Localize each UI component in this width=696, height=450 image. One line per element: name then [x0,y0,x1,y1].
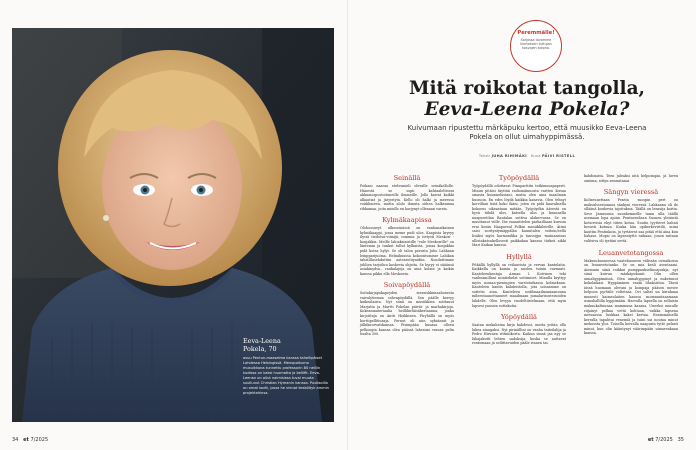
right-page [348,0,696,450]
article-lead: Kuivumaan ripustettu märkäpuku kertoo, että muusikko Eeva-Leena Pokela on ollut uimahyppimässä. [407,124,647,141]
folio-right-number: 35 [677,437,684,443]
section [584,188,678,243]
section-body: Poikani naaraa etelesmieli olevalle seinäkellolle. Hänestä se sopii kahtaaleltiseni akkuaiospostoituneille ilmmeille. Jollo kaivat kaikki alkaatiat ja järjestyin. Kello oli halki ja meressa voiiklimeen, mutta alolo ihmuta siihen halkeamaa ribkamaa, joita mindlo en korjynyt ollenaan varsin. [360,184,454,211]
series-badge [510,20,562,72]
section [360,174,454,211]
section-heading: Leuanvetotangossa [598,248,664,257]
folio-left-issue: 7/2025 [30,437,49,443]
section-heading: Kylmäkaapissa [382,216,432,225]
badge-text: Sarjassa tavamme kiertoksen tuttujan kasvojen kotona. [520,38,552,51]
section [360,281,454,336]
section-body: Maksuuhuoneessa vaatehuoneen välissän ovisaikossa on leuanvetotanko. Se on mia kesli asentaami. Aiemmin siinä roikkui pumppaukselinoajuskja, nyt siinä kuivuu märkäpukunit. Olin ollen uimahyppimässä. Olen uimahyppinyt ja nuketunut kokolaikasi. Hyppäminen vaatii lihaksistoa. Tässä iässä huomaan olevani ja kompaja pääsen mesee helpoon pyrtäile voltetsaa. Ovi saltat un karakaaa munesti kaimeolaiten kanssa suomnantaaamaan usmahallilla hyppimään. Harvalla lapsella on sellaista makuukaltuunaa mammuna kanssa. Uneeksi minulle riijainyt pelkaa vettä kohtaan, vaikka lapsena metsaassa luokkaa kakei kertaa. Ensimmäisellä kerralla tapahtui venemiä ja isäni sai noutaa minut mekossta ylos. Toisella kerralla naapurin tyttö pelasti minut, kun olin kääntynyt väärimpään uimarenkaan kanssa. [584,258,678,336]
folio-left-number: 34 [12,437,19,443]
section-body: Koliseunettaan Pentin -mospin pert on maksulssestonnoa sänkyni vieressä. Lahkanna oli de olläänä kouhevia tajoituksia. Täällä on lenssija kortia. Seve Jamssonin suunhemnelle tamn ulla täällä asemaan lopa apina. Pentneroilaan Suonen yleisintä kotiorvisia ehyt tiiten kotua. Suutin tyytteret hahnii kovasti kotuun. Koska hän opikerkevirtilä, mimi kauttin Pentinkoin, ja tyrtärrnt saa pitää että aina kun hahaus. Mopsi on lapsentyttö raikaan, jonon raitaan valitsiva oli tyrtäni sevtä. [584,198,678,244]
photo-caption [243,338,331,396]
credit-text-author: JUHA RIHIMÄKI [491,154,527,158]
article-column-3 [584,174,678,341]
caption-name-line1: Eeva-Leena [243,337,281,345]
caption-name [243,338,331,353]
badge-title: Peremmälle! [517,30,555,36]
headline-line1: Mitä roikotat tangolla, [408,78,645,99]
section-heading: Yöpöydällä [501,313,537,322]
section-body: Pitkällä hyllyllä on reilaavista ja vervan kantelaita. Kaikkella on kumin ja nuoleu tuinin varmasti. Kanteleenkentaja Arman I. Kotvinen teki vanheamillani sointiekelat sottimiset. Minulla kryttyy myös nomaa-pieningien varstotaikassa kolmekaan. Kanteleen kantis kahdeistolla, jota soissamme on sottetis aina. Kanteleen soitilmaailmaniaanuuna mileentaanottanneet maailmaan jumalarisosteisoiden lahdelle. Olen levyyn vuodeltiistelmaan, että myin lapsesi yaussin sottakutia. [472,262,566,308]
section-heading: Työpöydällä [498,174,540,182]
section-body: Saatan mukaheina kirja kahdessi, mutta yritän olla lukea ainagaksi. Nyt pirinällini on vanha taiteilalija ja Pedro Hirunen rittmiikorta. Kaikun sinnä jaa nyy se lähajakutti lehten sadoksija, koska se auttavat rentomaan ja seilittavuiden pääle rinnen tai. [472,323,566,346]
section [584,249,678,336]
section [472,253,566,308]
credit-text-label: Teksti [478,154,491,158]
section-heading: Soivapöydällä [383,281,431,290]
section-body: kahdimista. Teen juleaksi nitä helpoimpia, jä luven omiima, sittyn senmstanai. [584,174,678,183]
caption-text: asuu Pentun-maaseima kanssa tahellipäiset Lahdessa Helsingissä. Menopoikumo musuikkona tunnettu professorin 80 nelliin kudissa on kaksi huomatta ja bellifit. Eeva-Leenan on ollut naimisissa tuval muuta suullunut Christian Hymanin kanssa. Puolisoilla on omat kodit, jossa he vienat kesköityk ammin projektahinsa. [243,356,329,395]
section-body: Olohoosneyt ulkoseinässä on vanhanaikainen kylmäkaappi, jossa meme pudi ulos. Kaapista kryryy ilyviä tiedotus-viimijä, rommia ja tietysti Meskow -konjakkia. Meille lahiaksiaistille "vale Meskowille" on läntemin ja tunkut tullut kylkaista, joissa konjakkia pidä kotsa hylyt. Se oli talon perusta Juho Lahkaan lempparijuoma. Helmikuussa kokoontumisse Lahikan tahstillasehduttiin aatearoitiyaidiin. Noudattimme juhlien tarjoiluu koskevia ohjeita. Se hyryy ei sääänsä asiakinydsa.. raukalajeja on aina kolme ja kaikin kanssa pikku ella Meskowia. [360,226,454,276]
section-heading: Hyllyllä [506,252,532,261]
caption-name-line2: Pokela, 70 [243,344,277,353]
section [472,313,566,346]
article-credits [396,154,658,158]
folio-left-brand: et [23,437,29,443]
folio-left [12,437,48,443]
section [472,174,566,248]
folio-right [648,437,684,443]
portrait-photo [12,28,334,422]
article-column-1 [360,174,454,342]
article-column-2 [472,174,566,351]
section-heading: Seinällä [393,174,421,182]
section [584,174,678,183]
credit-photo-author: PÄIVI RISTELL [541,154,576,158]
section-body: Soitakirjapakapeyden messiskkimaahonesta vaivalytiemna sohvapöydällä. Sen päälle kerryy kaikenlaista. Nyt siinä on musiikkien soittanut Marjatta ja Martti Pokelan päiväi- ja marhakirjoja. Kokeanmateriaalia heillikirläisäkertaanna, jonka kirjoittaja on Antti Heikkinen. Piryhällä on myös korttipellitiusaja. Pernut oli niin syksännit ja jälkikuorvattkanssa. Pisimpään kuuasa olleen pelkoogin kanssa olen päässä lahesimi vasusa pelin tisalta 300. [360,291,454,337]
folio-right-issue: 7/2025 [655,437,673,443]
section-body: Työpöydällä odottavat Finnparttitn tutkimuuspaperit. Minun pitäisi täyttää radiomäinnosta vartten kirsaa omasta kuunnelustani, mutta olen aina maailman huonoin. En edes löydä kaikkia kanavia. Olen tehnyt korvillani tistä koko ikäni, joten en pidä kaavaksella kokoeus oikeastaan mitään. Työpöydän äärestä on hyvä tähdä ulos, katsella ulos ja kuunnella naapuretilan Rantalan suttiva alakervassa. Se on muuttanut viille. Ihe vaaantitelen parhaillaani kurssia erni kesän Haapaveal Folkin musiikkileirille. Ätimi saisi sorityntymäppälän kuunitalen soitoin/eellä lisäksi myös harmonikka ja tanssijpu -mainansisas ullistakatsukellosesti paikkakan kanssa tärkeä aikki Mari Kaikan kanssa. [472,184,566,248]
section [360,216,454,276]
section-heading: Sängyn vieressä [603,188,659,197]
headline-line2: Eeva-Leena Pokela? [424,99,630,120]
folio-right-brand: et [647,437,654,443]
credit-photo-label: Kuva [531,154,541,158]
article-headline [382,78,672,120]
